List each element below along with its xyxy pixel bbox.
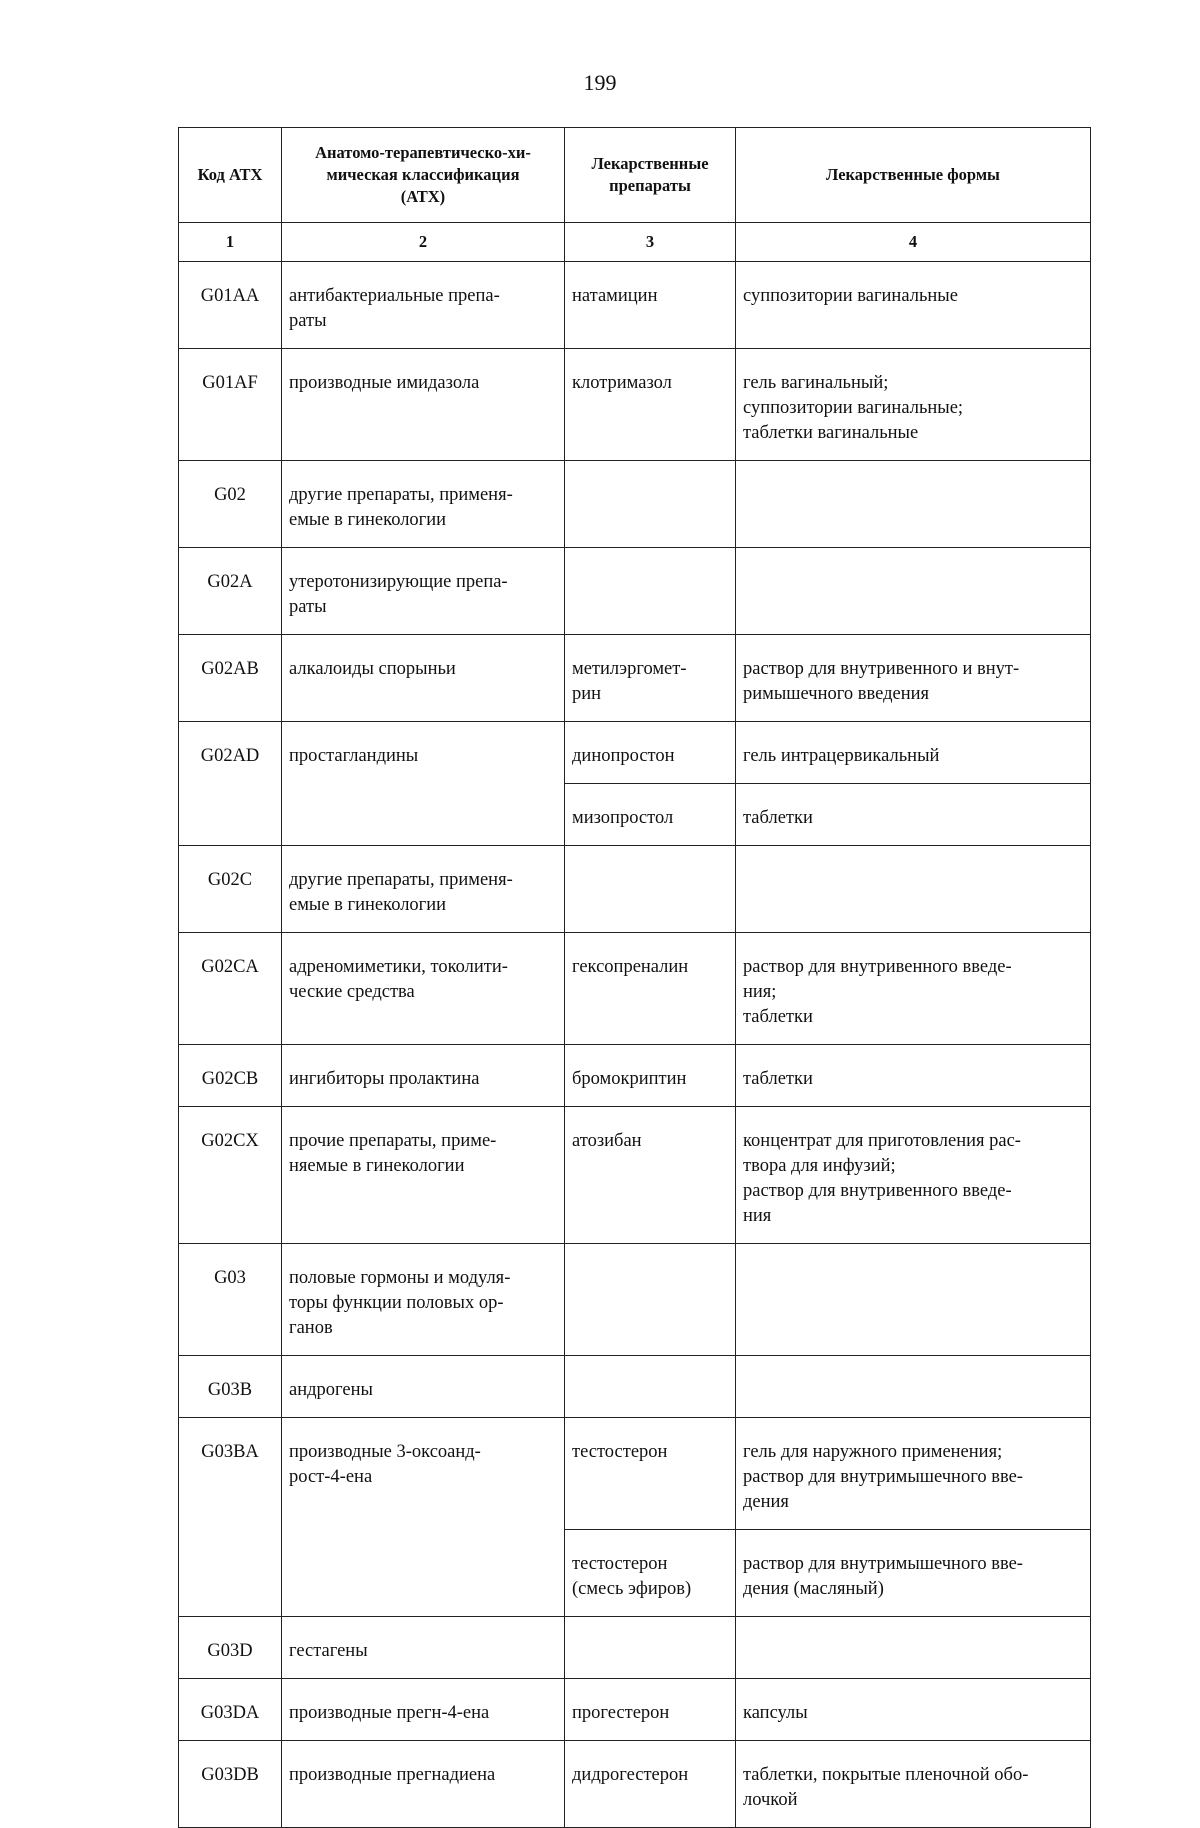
dosage-forms-cell bbox=[736, 846, 1091, 933]
table-body bbox=[179, 262, 1091, 1828]
dosage-forms-cell bbox=[736, 1356, 1091, 1418]
classification-cell: ингибиторы пролактина bbox=[282, 1045, 565, 1107]
dosage-forms-cell bbox=[736, 461, 1091, 548]
table-row bbox=[179, 722, 1091, 784]
atc-code-cell: G03 bbox=[179, 1244, 282, 1356]
drug-cell: тестостерон (смесь эфиров) bbox=[565, 1530, 736, 1617]
dosage-forms-cell: раствор для внутримышечного вве- дения (масляный) bbox=[736, 1530, 1091, 1617]
table-row bbox=[179, 548, 1091, 635]
header-drugs: Лекарственные препараты bbox=[565, 128, 736, 223]
drug-cell: бромокриптин bbox=[565, 1045, 736, 1107]
table-row bbox=[179, 1617, 1091, 1679]
drug-cell bbox=[565, 548, 736, 635]
dosage-forms-cell: гель интрацервикальный bbox=[736, 722, 1091, 784]
drug-cell: динопростон bbox=[565, 722, 736, 784]
dosage-forms-cell: раствор для внутривенного и внут- римышечного введения bbox=[736, 635, 1091, 722]
classification-cell: производные 3-оксоанд- рост-4-ена bbox=[282, 1418, 565, 1617]
classification-cell: другие препараты, применя- емые в гинекологии bbox=[282, 846, 565, 933]
classification-cell: производные прегнадиена bbox=[282, 1741, 565, 1828]
classification-cell: половые гормоны и модуля- торы функции половых ор- ганов bbox=[282, 1244, 565, 1356]
atc-code-cell: G02CA bbox=[179, 933, 282, 1045]
table-row bbox=[179, 1741, 1091, 1828]
dosage-forms-cell: суппозитории вагинальные bbox=[736, 262, 1091, 349]
atc-code-cell: G01AF bbox=[179, 349, 282, 461]
column-number: 4 bbox=[736, 223, 1091, 262]
drug-cell bbox=[565, 1356, 736, 1418]
drug-cell bbox=[565, 1617, 736, 1679]
header-dosage-forms: Лекарственные формы bbox=[736, 128, 1091, 223]
classification-cell: гестагены bbox=[282, 1617, 565, 1679]
drug-cell: дидрогестерон bbox=[565, 1741, 736, 1828]
atc-code-cell: G03B bbox=[179, 1356, 282, 1418]
atc-code-cell: G03DB bbox=[179, 1741, 282, 1828]
dosage-forms-cell: капсулы bbox=[736, 1679, 1091, 1741]
atc-code-cell: G03D bbox=[179, 1617, 282, 1679]
classification-cell: андрогены bbox=[282, 1356, 565, 1418]
dosage-forms-cell bbox=[736, 1617, 1091, 1679]
table-row bbox=[179, 1356, 1091, 1418]
dosage-forms-cell: гель для наружного применения; раствор для внутримышечного вве- дения bbox=[736, 1418, 1091, 1530]
atc-code-cell: G02AB bbox=[179, 635, 282, 722]
table-row bbox=[179, 1244, 1091, 1356]
drug-cell bbox=[565, 1244, 736, 1356]
table-row bbox=[179, 461, 1091, 548]
atc-code-cell: G02CB bbox=[179, 1045, 282, 1107]
table-row bbox=[179, 262, 1091, 349]
drug-cell: тестостерон bbox=[565, 1418, 736, 1530]
dosage-forms-cell bbox=[736, 1244, 1091, 1356]
drug-cell: атозибан bbox=[565, 1107, 736, 1244]
classification-cell: производные прегн-4-ена bbox=[282, 1679, 565, 1741]
atc-code-cell: G01AA bbox=[179, 262, 282, 349]
table-header-row bbox=[179, 128, 1091, 223]
column-number: 2 bbox=[282, 223, 565, 262]
table-row bbox=[179, 1107, 1091, 1244]
drug-cell bbox=[565, 846, 736, 933]
dosage-forms-cell: таблетки bbox=[736, 784, 1091, 846]
dosage-forms-cell bbox=[736, 548, 1091, 635]
dosage-forms-cell: концентрат для приготовления рас- твора для инфузий; раствор для внутривенного введе- ния bbox=[736, 1107, 1091, 1244]
classification-cell: утеротонизирующие препа- раты bbox=[282, 548, 565, 635]
atc-code-cell: G03DA bbox=[179, 1679, 282, 1741]
atc-classification-table bbox=[178, 127, 1091, 1828]
dosage-forms-cell: гель вагинальный; суппозитории вагинальные; таблетки вагинальные bbox=[736, 349, 1091, 461]
header-atc-classification: Анатомо-терапевтическо-хи- мическая классификация (АТХ) bbox=[282, 128, 565, 223]
dosage-forms-cell: таблетки, покрытые пленочной обо- лочкой bbox=[736, 1741, 1091, 1828]
column-number-row bbox=[179, 223, 1091, 262]
classification-cell: алкалоиды спорыньи bbox=[282, 635, 565, 722]
classification-cell: антибактериальные препа- раты bbox=[282, 262, 565, 349]
column-number: 3 bbox=[565, 223, 736, 262]
drug-cell: гексопреналин bbox=[565, 933, 736, 1045]
table-row bbox=[179, 635, 1091, 722]
table-row bbox=[179, 349, 1091, 461]
table-row bbox=[179, 846, 1091, 933]
classification-cell: адреномиметики, токолити- ческие средства bbox=[282, 933, 565, 1045]
drug-cell bbox=[565, 461, 736, 548]
atc-code-cell: G02A bbox=[179, 548, 282, 635]
drug-cell: метилэргомет- рин bbox=[565, 635, 736, 722]
atc-code-cell: G02C bbox=[179, 846, 282, 933]
table-row bbox=[179, 1679, 1091, 1741]
atc-code-cell: G02CX bbox=[179, 1107, 282, 1244]
column-number: 1 bbox=[179, 223, 282, 262]
table-row bbox=[179, 1418, 1091, 1530]
table-row bbox=[179, 1045, 1091, 1107]
drug-cell: прогестерон bbox=[565, 1679, 736, 1741]
table-row bbox=[179, 933, 1091, 1045]
atc-code-cell: G02AD bbox=[179, 722, 282, 846]
atc-code-cell: G02 bbox=[179, 461, 282, 548]
header-atc-code: Код АТХ bbox=[179, 128, 282, 223]
drug-cell: клотримазол bbox=[565, 349, 736, 461]
atc-code-cell: G03BA bbox=[179, 1418, 282, 1617]
classification-cell: другие препараты, применя- емые в гинекологии bbox=[282, 461, 565, 548]
drug-cell: мизопростол bbox=[565, 784, 736, 846]
dosage-forms-cell: таблетки bbox=[736, 1045, 1091, 1107]
page-number: 199 bbox=[583, 70, 617, 95]
dosage-forms-cell: раствор для внутривенного введе- ния; таблетки bbox=[736, 933, 1091, 1045]
drug-cell: натамицин bbox=[565, 262, 736, 349]
classification-cell: прочие препараты, приме- няемые в гинекологии bbox=[282, 1107, 565, 1244]
classification-cell: простагландины bbox=[282, 722, 565, 846]
classification-cell: производные имидазола bbox=[282, 349, 565, 461]
